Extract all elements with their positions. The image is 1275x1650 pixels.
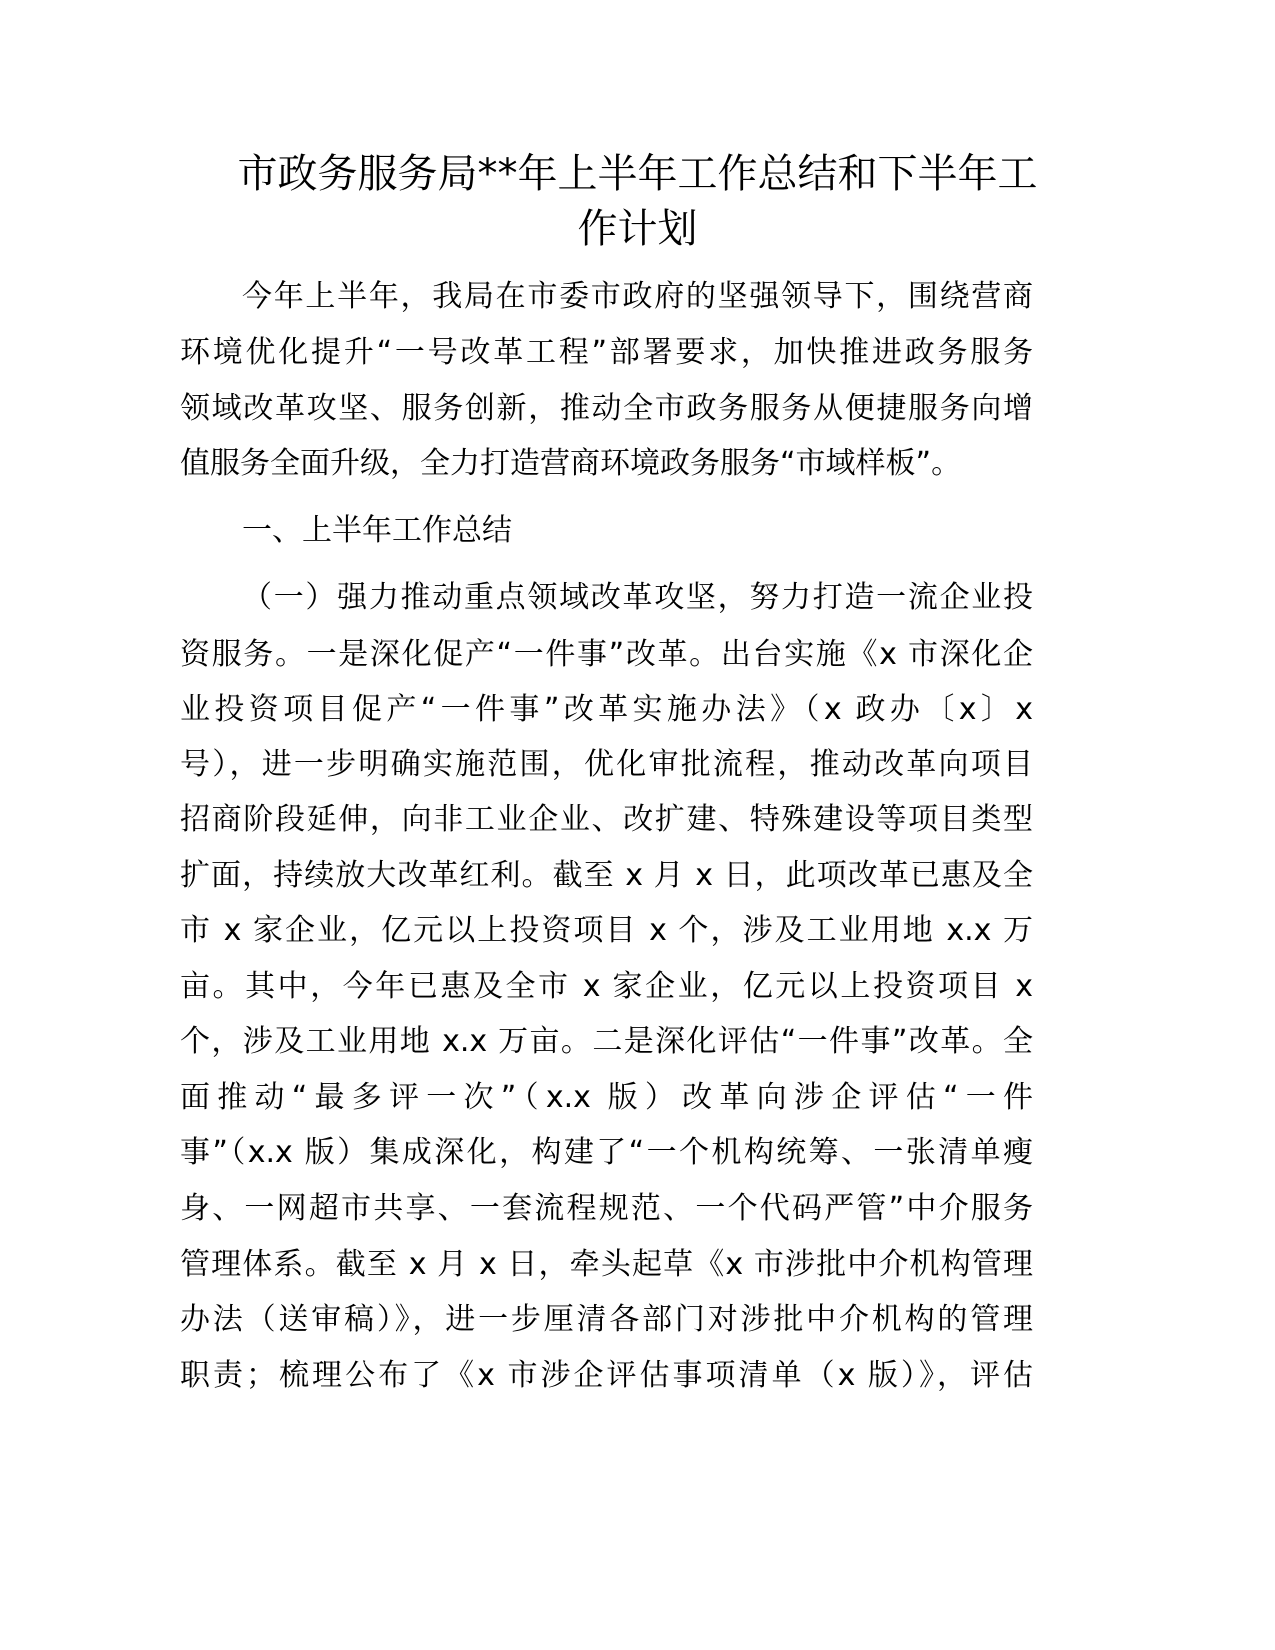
text-line: 亩。其中，今年已惠及全市 x 家企业，亿元以上投资项目 x bbox=[180, 969, 1033, 1004]
text-line: 市 x 家企业，亿元以上投资项目 x 个，涉及工业用地 x.x 万 bbox=[180, 913, 1033, 948]
text-line: 号），进一步明确实施范围，优化审批流程，推动改革向项目 bbox=[180, 747, 1033, 782]
section-heading: 一、上半年工作总结 bbox=[242, 513, 512, 548]
text-line: 领域改革攻坚、服务创新，推动全市政务服务从便捷服务向增 bbox=[180, 391, 1033, 426]
document-title-line-2: 作计划 bbox=[577, 206, 698, 252]
text-line: 面推动“最多评一次”（x.x 版）改革向涉企评估“一件 bbox=[180, 1080, 1033, 1115]
text-line: 资服务。一是深化促产“一件事”改革。出台实施《x 市深化企 bbox=[180, 637, 1033, 672]
text-line: 办法（送审稿）》，进一步厘清各部门对涉批中介机构的管理 bbox=[180, 1302, 1033, 1337]
text-line: 职责；梳理公布了《x 市涉企评估事项清单（x 版）》，评估 bbox=[180, 1358, 1033, 1393]
text-line: 管理体系。截至 x 月 x 日，牵头起草《x 市涉批中介机构管理 bbox=[180, 1247, 1033, 1282]
document-title-line-1: 市政务服务局**年上半年工作总结和下半年工 bbox=[237, 151, 1038, 197]
text-line: 招商阶段延伸，向非工业企业、改扩建、特殊建设等项目类型 bbox=[180, 802, 1033, 837]
text-line: 个，涉及工业用地 x.x 万亩。二是深化评估“一件事”改革。全 bbox=[180, 1024, 1033, 1059]
text-line: 值服务全面升级，全力打造营商环境政务服务“市域样板”。 bbox=[180, 446, 962, 481]
text-line: 业投资项目促产“一件事”改革实施办法》（x 政办〔x〕x bbox=[180, 692, 1033, 727]
text-line: 扩面，持续放大改革红利。截至 x 月 x 日，此项改革已惠及全 bbox=[180, 858, 1033, 893]
text-line: 事”（x.x 版）集成深化，构建了“一个机构统筹、一张清单瘦 bbox=[180, 1135, 1033, 1170]
text-line: 今年上半年，我局在市委市政府的坚强领导下，围绕营商 bbox=[242, 279, 1033, 314]
text-line: 环境优化提升“一号改革工程”部署要求，加快推进政务服务 bbox=[180, 335, 1033, 370]
text-line: （一）强力推动重点领域改革攻坚，努力打造一流企业投 bbox=[242, 580, 1033, 615]
text-line: 身、一网超市共享、一套流程规范、一个代码严管”中介服务 bbox=[180, 1191, 1033, 1226]
